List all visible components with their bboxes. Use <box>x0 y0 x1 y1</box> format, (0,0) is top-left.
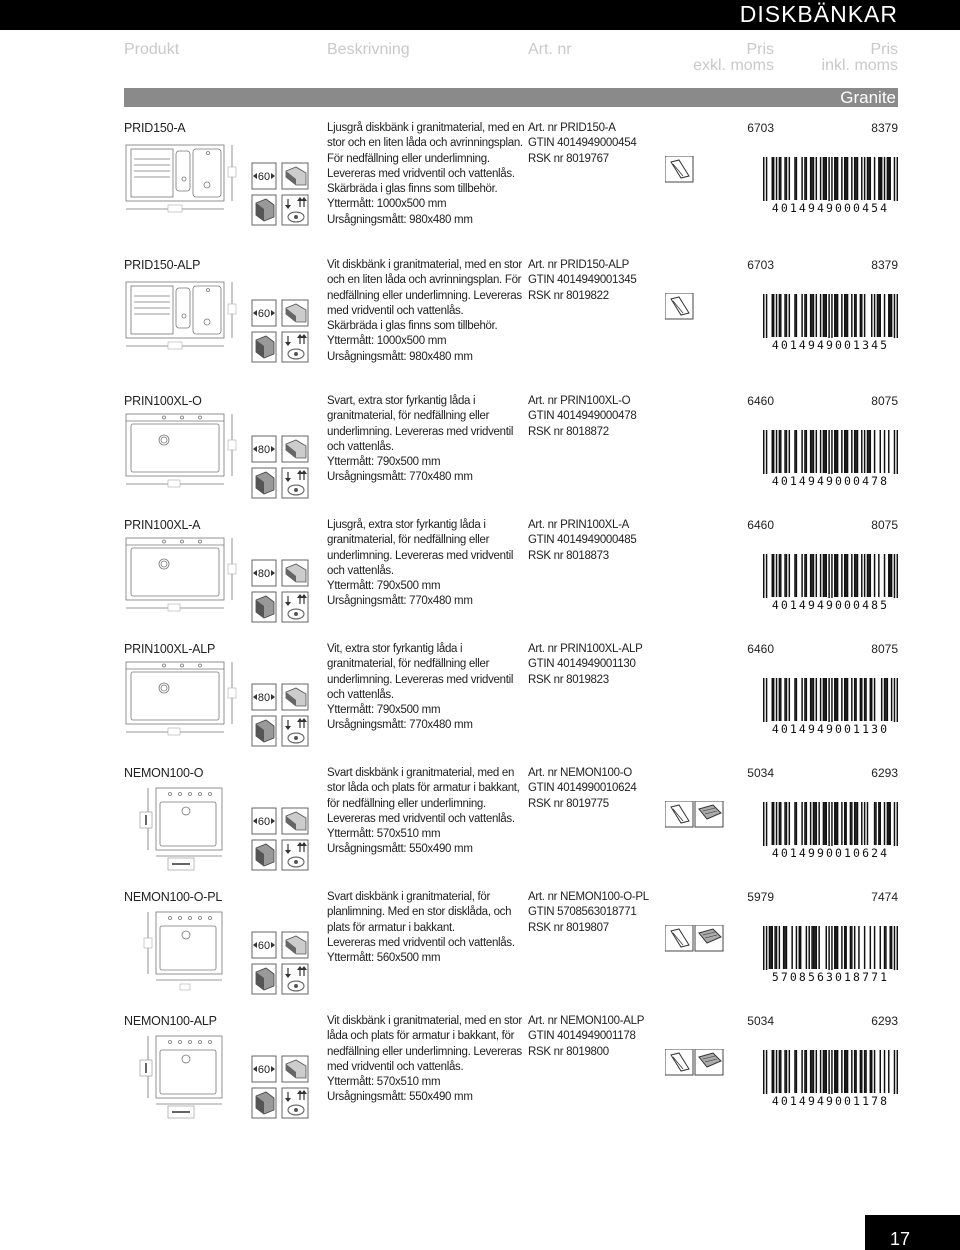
art-line: Art. nr PRIN100XL-ALP <box>528 643 643 655</box>
installation-icons-wrap <box>250 1052 310 1122</box>
cabinet-size-icon <box>252 436 276 462</box>
art-line: GTIN 4014949001345 <box>528 274 637 287</box>
art-line: RSK nr 8019823 <box>528 673 609 686</box>
col-header-description: Beskrivning <box>327 41 410 58</box>
description-line: Ljusgrå diskbänk i granitmaterial, med en <box>327 122 525 134</box>
product-article-info <box>528 394 636 440</box>
col-header-price-incl-line2: inkl. moms <box>821 57 898 74</box>
drain-valve-icon <box>282 716 308 746</box>
accessory-icons <box>665 293 725 321</box>
col-header-price-excl <box>693 42 774 74</box>
art-line: GTIN 4014990010624 <box>528 782 637 795</box>
sink-drawing <box>124 1032 242 1122</box>
sink-drawing-wrap <box>124 412 242 490</box>
price-excl-vat: 6703 <box>747 121 774 135</box>
description-line: Vit diskbänk i granitmaterial, med en stor <box>327 259 522 271</box>
product-article-info <box>528 1014 644 1060</box>
description-line: med vridventil och vattenlås. <box>327 304 464 317</box>
cutting-board-icon <box>665 801 693 827</box>
barcode-bars <box>763 1050 898 1098</box>
art-line: Art. nr PRID150-A <box>528 122 616 134</box>
art-line: GTIN 5708563018771 <box>528 906 637 919</box>
product-name: PRID150-ALP <box>124 258 201 272</box>
overmount-icon <box>282 1056 308 1082</box>
description-line: nedfällning eller underlimning. Levereras <box>327 1045 522 1058</box>
description-line: granitmaterial, för nedfällning eller <box>327 410 490 423</box>
product-row <box>0 766 960 891</box>
description-line: stor och en liten låda och avrinningsplan. <box>327 137 523 150</box>
product-name: PRIN100XL-ALP <box>124 642 216 656</box>
art-line: RSK nr 8018873 <box>528 549 609 562</box>
barcode-number: 4014990010624 <box>763 846 898 860</box>
accessory-icons <box>665 925 725 953</box>
accessory-icons <box>665 156 725 184</box>
product-article-info <box>528 518 636 564</box>
barcode-number: 4014949000485 <box>763 598 898 612</box>
description-line: Vit diskbänk i granitmaterial, med en stor <box>327 1015 522 1027</box>
accessory-icons-wrap <box>665 156 725 189</box>
description-line: granitmaterial, för nedfällning eller <box>327 658 490 671</box>
description-line: Skärbräda i glas finns som tillbehör. <box>327 320 498 333</box>
product-row <box>0 394 960 519</box>
description-line: Ursågningsmått: 980x480 mm <box>327 213 473 226</box>
product-description <box>327 890 517 966</box>
cabinet-size-icon <box>252 932 276 958</box>
sink-drawing-wrap <box>124 276 242 354</box>
cabinet-size-icon <box>252 560 276 586</box>
description-line: Levereras med vridventil och vattenlås. <box>327 167 515 180</box>
description-line: Yttermått: 570x510 mm <box>327 1076 441 1089</box>
sink-drawing-wrap <box>124 660 242 738</box>
description-line: plats för armatur i bakkant. <box>327 921 455 934</box>
sink-drawing <box>124 276 242 354</box>
drain-valve-icon <box>282 468 308 498</box>
barcode-number: 4014949001178 <box>763 1094 898 1108</box>
product-description <box>327 121 525 228</box>
price-excl-vat: 6460 <box>747 394 774 408</box>
installation-icons-wrap <box>250 556 310 626</box>
price-incl-vat: 6293 <box>871 766 898 780</box>
barcode-bars <box>763 554 898 602</box>
installation-icons-wrap <box>250 928 310 998</box>
description-line: planlimning. Med en stor disklåda, och <box>327 906 512 919</box>
installation-icons <box>250 804 312 876</box>
description-line: Yttermått: 790x500 mm <box>327 580 441 593</box>
installation-icons <box>250 1052 312 1124</box>
product-article-info <box>528 766 636 812</box>
art-line: RSK nr 8019807 <box>528 921 609 934</box>
product-description <box>327 394 517 486</box>
accessory-icons-wrap <box>665 925 725 958</box>
installation-icons <box>250 556 312 628</box>
overmount-icon <box>282 560 308 586</box>
barcode-bars <box>763 294 898 342</box>
art-line: RSK nr 8019767 <box>528 152 609 165</box>
description-line: nedfällning eller underlimning. Levereras <box>327 289 522 302</box>
col-header-price-excl-line2: exkl. moms <box>693 57 774 74</box>
product-name: NEMON100-ALP <box>124 1014 217 1028</box>
art-line: GTIN 4014949000478 <box>528 410 637 423</box>
cabinet-size-label: 60 <box>257 308 271 320</box>
product-row <box>0 121 960 246</box>
cabinet-size-icon <box>252 1056 276 1082</box>
col-header-price-excl-line1: Pris <box>746 41 774 58</box>
overmount-icon <box>282 932 308 958</box>
overmount-icon <box>282 163 308 189</box>
product-name: PRIN100XL-A <box>124 518 201 532</box>
price-incl-vat: 8075 <box>871 518 898 532</box>
sink-drawing <box>124 660 242 738</box>
overmount-icon <box>282 684 308 710</box>
product-row <box>0 258 960 383</box>
art-line: Art. nr PRIN100XL-O <box>528 395 631 407</box>
installation-icons <box>250 928 312 1000</box>
installation-icons-wrap <box>250 680 310 750</box>
product-description <box>327 258 522 365</box>
description-line: Yttermått: 1000x500 mm <box>327 198 447 211</box>
barcode-number: 4014949000478 <box>763 474 898 488</box>
sink-drawing-wrap <box>124 908 242 986</box>
product-description <box>327 518 517 610</box>
cabinet-size-icon <box>252 163 276 189</box>
art-line: RSK nr 8019800 <box>528 1045 609 1058</box>
undermount-icon <box>252 195 276 225</box>
price-incl-vat: 7474 <box>871 890 898 904</box>
description-line: underlimning. Levereras med vridventil <box>327 425 514 438</box>
cabinet-size-icon <box>252 300 276 326</box>
product-article-info <box>528 121 636 167</box>
drain-valve-icon <box>282 1088 308 1118</box>
sink-drawing <box>124 139 242 217</box>
installation-icons <box>250 680 312 752</box>
cabinet-size-label: 60 <box>257 816 271 828</box>
barcode-number: 4014949001345 <box>763 338 898 352</box>
barcode <box>763 802 898 862</box>
undermount-icon <box>252 716 276 746</box>
description-line: underlimning. Levereras med vridventil <box>327 549 514 562</box>
description-line: låda och plats för armatur i bakkant, för <box>327 1030 515 1043</box>
cutting-board-icon <box>665 925 693 951</box>
description-line: Ursågningsmått: 550x490 mm <box>327 1091 473 1104</box>
installation-icons-wrap <box>250 804 310 874</box>
description-line: Levereras med vridventil och vattenlås. <box>327 936 515 949</box>
cabinet-size-label: 80 <box>257 568 271 580</box>
barcode-number: 4014949000454 <box>763 201 898 215</box>
barcode <box>763 554 898 614</box>
description-line: Yttermått: 570x510 mm <box>327 828 441 841</box>
art-line: GTIN 4014949001130 <box>528 658 636 671</box>
description-line: Ursågningsmått: 770x480 mm <box>327 719 473 732</box>
product-row <box>0 642 960 767</box>
undermount-icon <box>252 840 276 870</box>
barcode <box>763 157 898 217</box>
col-header-art: Art. nr <box>528 41 572 58</box>
sink-drawing-wrap <box>124 784 242 862</box>
barcode-number: 5708563018771 <box>763 970 898 984</box>
section-header-bar <box>0 0 960 30</box>
product-row <box>0 518 960 643</box>
undermount-icon <box>252 964 276 994</box>
product-name: NEMON100-O <box>124 766 204 780</box>
description-line: Ursågningsmått: 770x480 mm <box>327 595 473 608</box>
page-number-box <box>865 1215 960 1250</box>
category-label: Granite <box>840 88 896 107</box>
undermount-icon <box>252 1088 276 1118</box>
product-description <box>327 1014 522 1106</box>
product-description <box>327 766 520 858</box>
overmount-icon <box>282 300 308 326</box>
cutting-board-icon <box>665 156 693 182</box>
barcode <box>763 678 898 738</box>
section-title: DISKBÄNKAR <box>739 1 898 27</box>
cabinet-size-icon <box>252 684 276 710</box>
undermount-icon <box>252 332 276 362</box>
barcode-bars <box>763 926 898 974</box>
product-description <box>327 642 517 734</box>
description-line: Ljusgrå, extra stor fyrkantig låda i <box>327 519 486 531</box>
basket-icon <box>695 925 723 951</box>
category-band <box>124 88 898 107</box>
price-excl-vat: 6703 <box>747 258 774 272</box>
price-excl-vat: 6460 <box>747 642 774 656</box>
page-number: 17 <box>889 1229 910 1249</box>
price-incl-vat: 8379 <box>871 258 898 272</box>
price-incl-vat: 8075 <box>871 394 898 408</box>
product-article-info <box>528 890 649 936</box>
barcode-number: 4014949001130 <box>763 722 898 736</box>
installation-icons-wrap <box>250 159 310 229</box>
col-header-price-incl <box>822 42 898 74</box>
overmount-icon <box>282 808 308 834</box>
description-line: Vit, extra stor fyrkantig låda i <box>327 643 463 655</box>
description-line: Svart, extra stor fyrkantig låda i <box>327 395 476 407</box>
description-line: stor låda och plats för armatur i bakkant, <box>327 782 520 795</box>
drain-valve-icon <box>282 592 308 622</box>
drain-valve-icon <box>282 964 308 994</box>
description-line: och vattenlås. <box>327 564 394 577</box>
description-line: Yttermått: 790x500 mm <box>327 456 441 469</box>
installation-icons-wrap <box>250 296 310 366</box>
art-line: Art. nr NEMON100-O <box>528 767 632 779</box>
accessory-icons-wrap <box>665 293 725 326</box>
description-line: för nedfällning eller underlimning. <box>327 797 486 810</box>
description-line: Levereras med vridventil och vattenlås. <box>327 812 515 825</box>
accessory-icons <box>665 1049 725 1077</box>
description-line: underlimning. Levereras med vridventil <box>327 673 514 686</box>
description-line: Ursågningsmått: 770x480 mm <box>327 471 473 484</box>
installation-icons-wrap <box>250 432 310 502</box>
installation-icons <box>250 159 312 231</box>
price-excl-vat: 5979 <box>747 890 774 904</box>
accessory-icons-wrap <box>665 801 725 834</box>
description-line: Svart diskbänk i granitmaterial, för <box>327 891 491 903</box>
barcode-bars <box>763 157 898 205</box>
cabinet-size-label: 60 <box>257 940 271 952</box>
sink-drawing-wrap <box>124 1032 242 1110</box>
cutting-board-icon <box>665 293 693 319</box>
cabinet-size-icon <box>252 808 276 834</box>
description-line: Yttermått: 560x500 mm <box>327 952 441 965</box>
description-line: Yttermått: 1000x500 mm <box>327 335 447 348</box>
description-line: och vattenlås. <box>327 688 394 701</box>
cabinet-size-label: 80 <box>257 444 271 456</box>
product-name: PRIN100XL-O <box>124 394 202 408</box>
art-line: Art. nr PRIN100XL-A <box>528 519 630 531</box>
art-line: GTIN 4014949000485 <box>528 534 637 547</box>
sink-drawing <box>124 784 242 874</box>
description-line: med vridventil och vattenlås. <box>327 1060 464 1073</box>
art-line: GTIN 4014949000454 <box>528 137 637 150</box>
price-excl-vat: 5034 <box>747 1014 774 1028</box>
barcode-bars <box>763 802 898 850</box>
product-article-info <box>528 642 643 688</box>
description-line: och en liten låda och avrinningsplan. För <box>327 274 522 287</box>
sink-drawing-wrap <box>124 139 242 217</box>
cabinet-size-label: 80 <box>257 692 271 704</box>
barcode <box>763 294 898 354</box>
basket-icon <box>695 801 723 827</box>
basket-icon <box>695 1049 723 1075</box>
art-line: RSK nr 8019775 <box>528 797 609 810</box>
installation-icons <box>250 296 312 368</box>
art-line: Art. nr NEMON100-O-PL <box>528 891 649 903</box>
price-incl-vat: 8075 <box>871 642 898 656</box>
art-line: Art. nr NEMON100-ALP <box>528 1015 645 1027</box>
description-line: Skärbräda i glas finns som tillbehör. <box>327 183 498 196</box>
barcode-bars <box>763 430 898 478</box>
barcode-bars <box>763 678 898 726</box>
barcode <box>763 1050 898 1110</box>
sink-drawing-wrap <box>124 536 242 614</box>
description-line: och vattenlås. <box>327 440 394 453</box>
drain-valve-icon <box>282 840 308 870</box>
description-line: Svart diskbänk i granitmaterial, med en <box>327 767 515 779</box>
price-incl-vat: 8379 <box>871 121 898 135</box>
drain-valve-icon <box>282 195 308 225</box>
price-excl-vat: 5034 <box>747 766 774 780</box>
cabinet-size-label: 60 <box>257 1064 271 1076</box>
description-line: Ursågningsmått: 550x490 mm <box>327 843 473 856</box>
price-excl-vat: 6460 <box>747 518 774 532</box>
sink-drawing <box>124 536 242 614</box>
col-header-price-incl-line1: Pris <box>870 41 898 58</box>
description-line: granitmaterial, för nedfällning eller <box>327 534 490 547</box>
price-incl-vat: 6293 <box>871 1014 898 1028</box>
accessory-icons <box>665 801 725 829</box>
cabinet-size-label: 60 <box>257 171 271 183</box>
art-line: GTIN 4014949001178 <box>528 1030 636 1043</box>
product-row <box>0 890 960 1015</box>
description-line: För nedfällning eller underlimning. <box>327 152 490 165</box>
cutting-board-icon <box>665 1049 693 1075</box>
product-name: PRID150-A <box>124 121 186 135</box>
product-row <box>0 1014 960 1139</box>
col-header-product: Produkt <box>124 41 180 58</box>
art-line: RSK nr 8019822 <box>528 289 609 302</box>
product-article-info <box>528 258 636 304</box>
barcode <box>763 430 898 490</box>
accessory-icons-wrap <box>665 1049 725 1082</box>
barcode <box>763 926 898 986</box>
description-line: Yttermått: 790x500 mm <box>327 704 441 717</box>
description-line: Ursågningsmått: 980x480 mm <box>327 350 473 363</box>
art-line: Art. nr PRID150-ALP <box>528 259 630 271</box>
installation-icons <box>250 432 312 504</box>
art-line: RSK nr 8018872 <box>528 425 609 438</box>
undermount-icon <box>252 468 276 498</box>
drain-valve-icon <box>282 332 308 362</box>
sink-drawing <box>124 908 242 998</box>
undermount-icon <box>252 592 276 622</box>
overmount-icon <box>282 436 308 462</box>
product-name: NEMON100-O-PL <box>124 890 223 904</box>
sink-drawing <box>124 412 242 490</box>
